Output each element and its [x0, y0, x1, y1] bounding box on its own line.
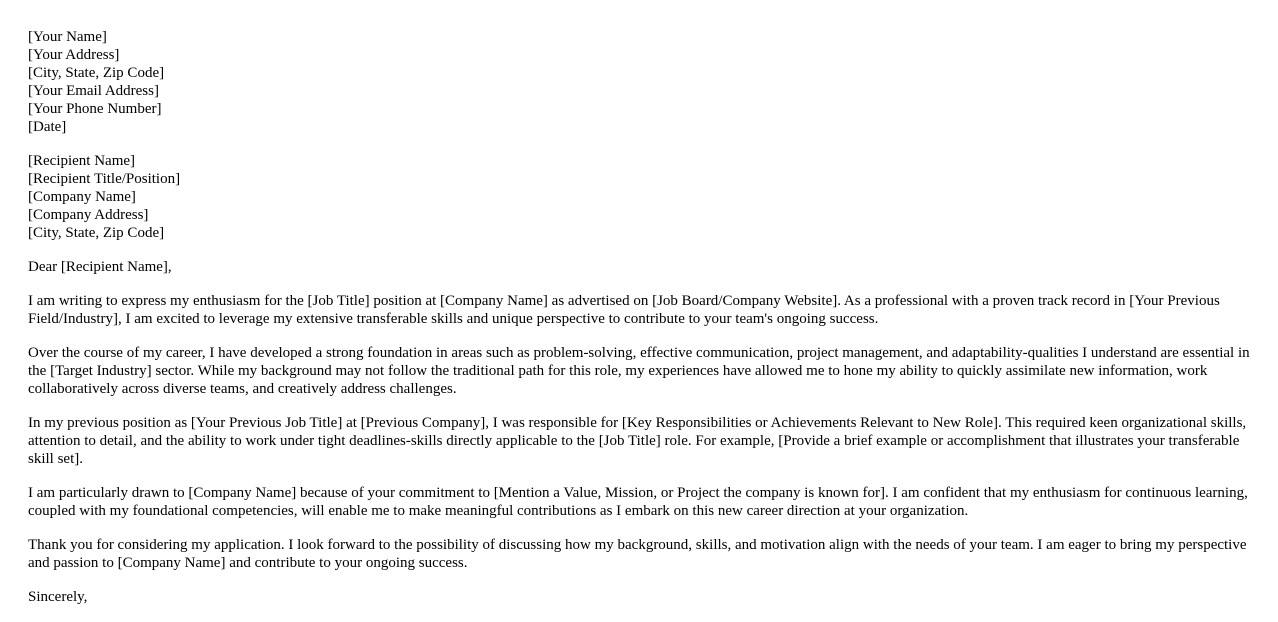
letter-date: [Date] — [28, 119, 67, 135]
closing: Sincerely, — [28, 589, 88, 605]
company-address: [Company Address] — [28, 207, 149, 223]
recipient-name: [Recipient Name] — [28, 153, 136, 169]
sender-name: [Your Name] — [28, 29, 107, 45]
body-paragraph-company-interest: I am particularly drawn to [Company Name] because of your commitment to [Mention a Value, Mission, or Project the company is known for]. I am confident that my enthusiasm for continuous learning, coupled with my foundational competencies, will enable me to make meaningful contributions as I embark on this new career direction at your organization. — [28, 485, 1248, 519]
salutation: Dear [Recipient Name], — [28, 259, 172, 275]
recipient-address-block — [28, 152, 1250, 242]
company-city-state-zip: [City, State, Zip Code] — [28, 225, 165, 241]
body-paragraph-skills: Over the course of my career, I have developed a strong foundation in areas such as problem-solving, effective communication, project management, and adaptability-qualities I understand are essential in the [Target Industry] sector. While my background may not follow the traditional path for this role, my experiences have allowed me to hone my ability to quickly assimilate new information, work collaboratively across diverse teams, and creatively address challenges. — [28, 345, 1250, 397]
body-paragraph-intro: I am writing to express my enthusiasm for the [Job Title] position at [Company Name] as advertised on [Job Board/Company Website]. As a professional with a proven track record in [Your Previous Field/Industry], I am excited to leverage my extensive transferable skills and unique perspective to contribute to your team's ongoing success. — [28, 293, 1220, 327]
company-name: [Company Name] — [28, 189, 136, 205]
body-paragraph-experience: In my previous position as [Your Previous Job Title] at [Previous Company], I was responsible for [Key Responsibilities or Achievements Relevant to New Role]. This required keen organizational skills, attention to detail, and the ability to work under tight deadlines-skills directly applicable to the [Job Title] role. For example, [Provide a brief example or accomplishment that illustrates your transferable skill set]. — [28, 415, 1247, 467]
recipient-title: [Recipient Title/Position] — [28, 171, 181, 187]
sender-city-state-zip: [City, State, Zip Code] — [28, 65, 165, 81]
body-paragraph-thanks: Thank you for considering my application. I look forward to the possibility of discussing how my background, skills, and motivation align with the needs of your team. I am eager to bring my perspective and passion to [Company Name] and contribute to your ongoing success. — [28, 537, 1247, 571]
sender-email: [Your Email Address] — [28, 83, 159, 99]
cover-letter-document — [28, 28, 1250, 622]
sender-address-block — [28, 28, 1250, 136]
sender-address: [Your Address] — [28, 47, 120, 63]
sender-phone: [Your Phone Number] — [28, 101, 162, 117]
